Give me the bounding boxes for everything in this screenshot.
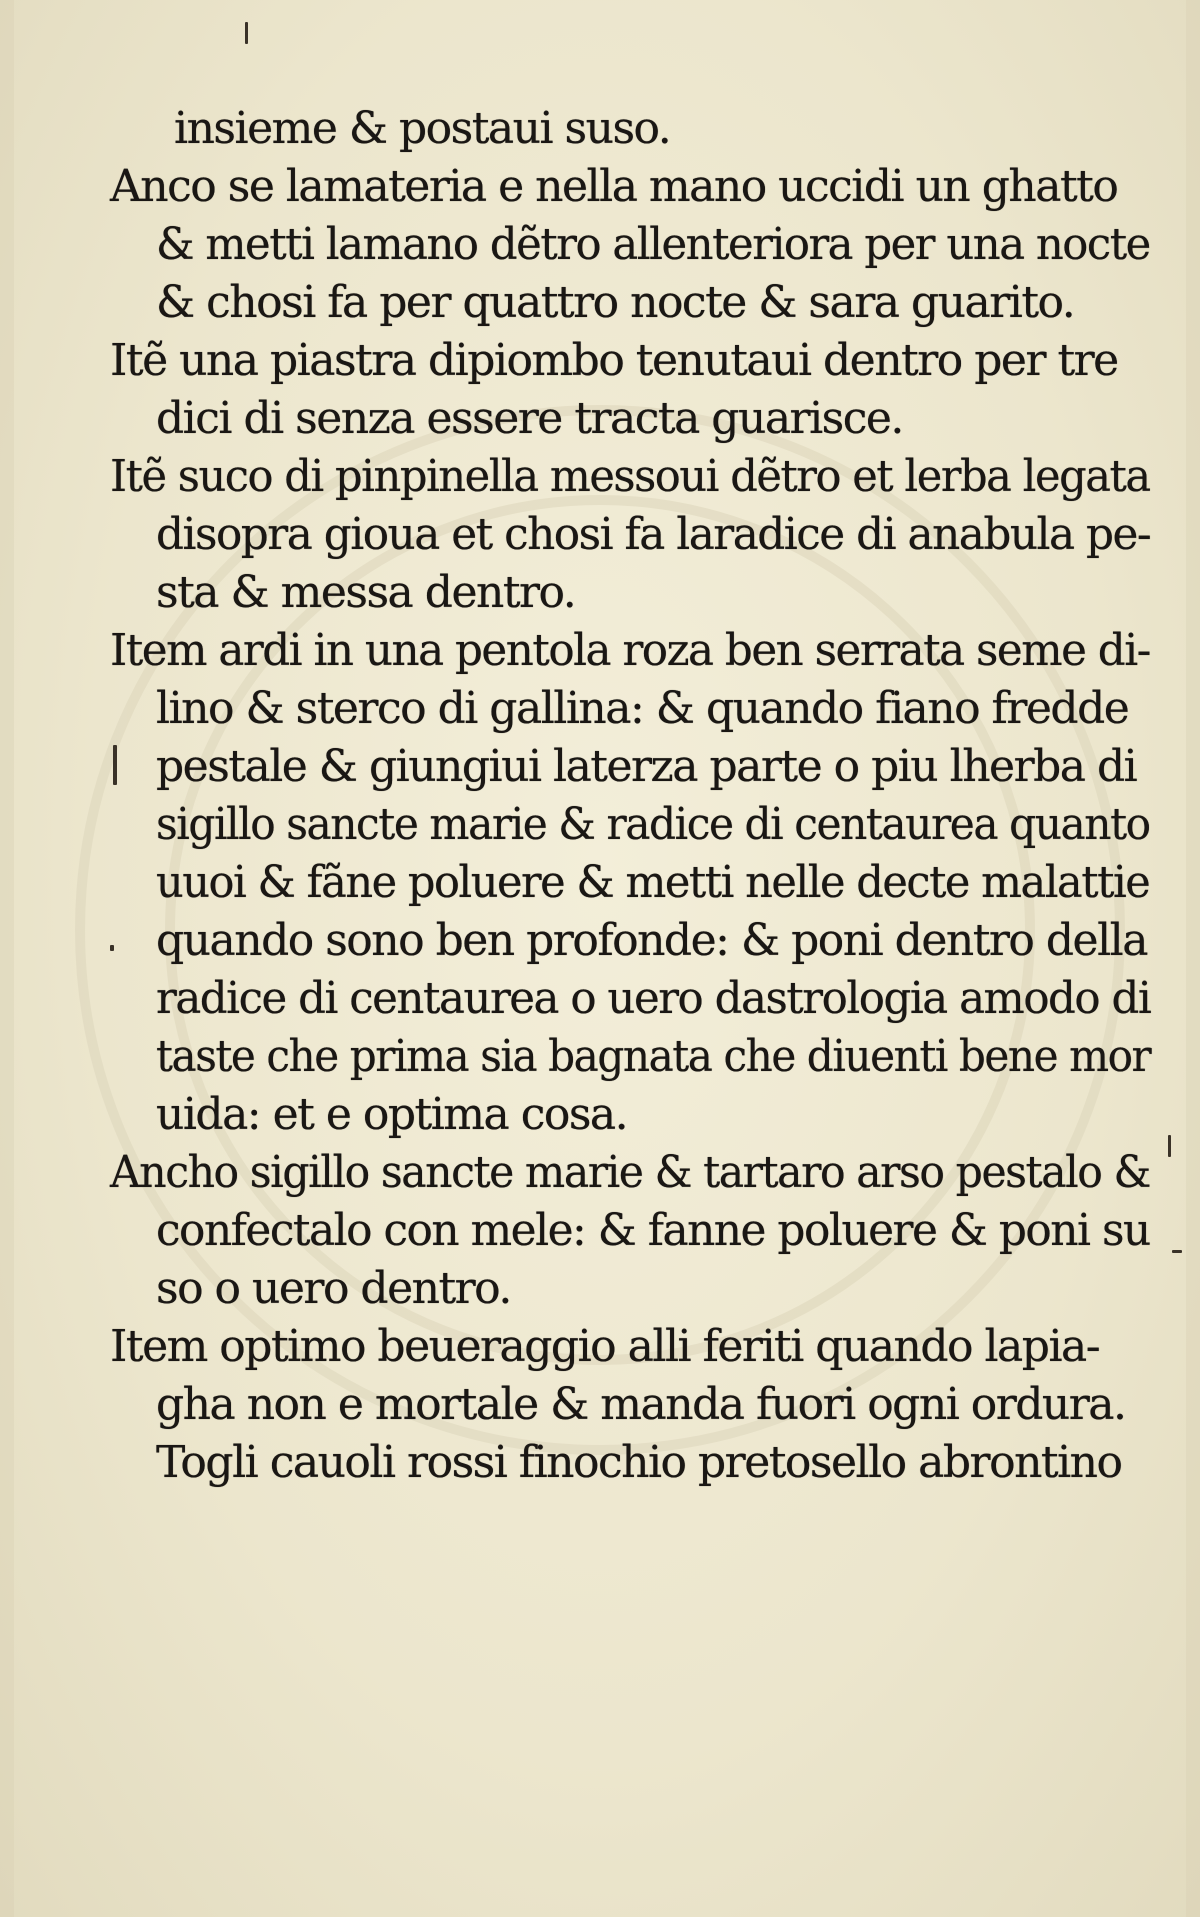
text-line-20: confectalo con mele: & fanne poluere & poni su (156, 1205, 1150, 1256)
text-line-15: quando sono ben profonde: & poni dentro della (156, 915, 1147, 966)
text-line-21: so o uero dentro. (156, 1263, 511, 1314)
text-line-10: Item ardi in una pentola roza ben serrata seme di- (110, 625, 1150, 676)
text-line-13: sigillo sancte marie & radice di centaurea quanto (156, 799, 1150, 850)
text-line-3: & metti lamano dẽtro allenteriora per una nocte (156, 219, 1150, 270)
text-line-17: taste che prima sia bagnata che diuenti bene mor (156, 1031, 1151, 1082)
text-line-19: Ancho sigillo sancte marie & tartaro arso pestalo & (110, 1147, 1150, 1198)
text-line-16: radice di centaurea o uero dastrologia amodo di (156, 973, 1151, 1024)
text-line-5: Itẽ una piastra dipiombo tenutaui dentro per tre (110, 335, 1118, 386)
margin-dot-left (110, 945, 114, 951)
text-line-6: dici di senza essere tracta guarisce. (156, 393, 903, 444)
text-line-23: gha non e mortale & manda fuori ogni ordura. (156, 1379, 1126, 1430)
text-line-14: uuoi & fãne poluere & metti nelle decte malattie (156, 857, 1150, 908)
text-line-4: & chosi fa per quattro nocte & sara guarito. (156, 277, 1075, 328)
text-line-7: Itẽ suco di pinpinella messoui dẽtro et lerba legata (110, 451, 1150, 502)
text-line-12: pestale & giungiui laterza parte o piu lherba di (156, 741, 1137, 792)
margin-tick-top (245, 22, 248, 44)
margin-tick-left (113, 745, 117, 785)
text-line-8: disopra gioua et chosi fa laradice di anabula pe- (156, 509, 1151, 560)
margin-tick-right-2 (1172, 1250, 1182, 1253)
text-line-11: lino & sterco di gallina: & quando fiano fredde (156, 683, 1129, 734)
text-line-2: Anco se lamateria e nella mano uccidi un ghatto (110, 161, 1118, 212)
margin-tick-right-1 (1168, 1135, 1171, 1157)
text-line-18: uida: et e optima cosa. (156, 1089, 628, 1140)
text-line-22: Item optimo beueraggio alli feriti quando lapia- (110, 1321, 1100, 1372)
text-line-24: Togli cauoli rossi finochio pretosello abrontino (156, 1437, 1122, 1488)
text-line-1: insieme & postaui suso. (174, 103, 671, 154)
text-line-9: sta & messa dentro. (156, 567, 576, 618)
